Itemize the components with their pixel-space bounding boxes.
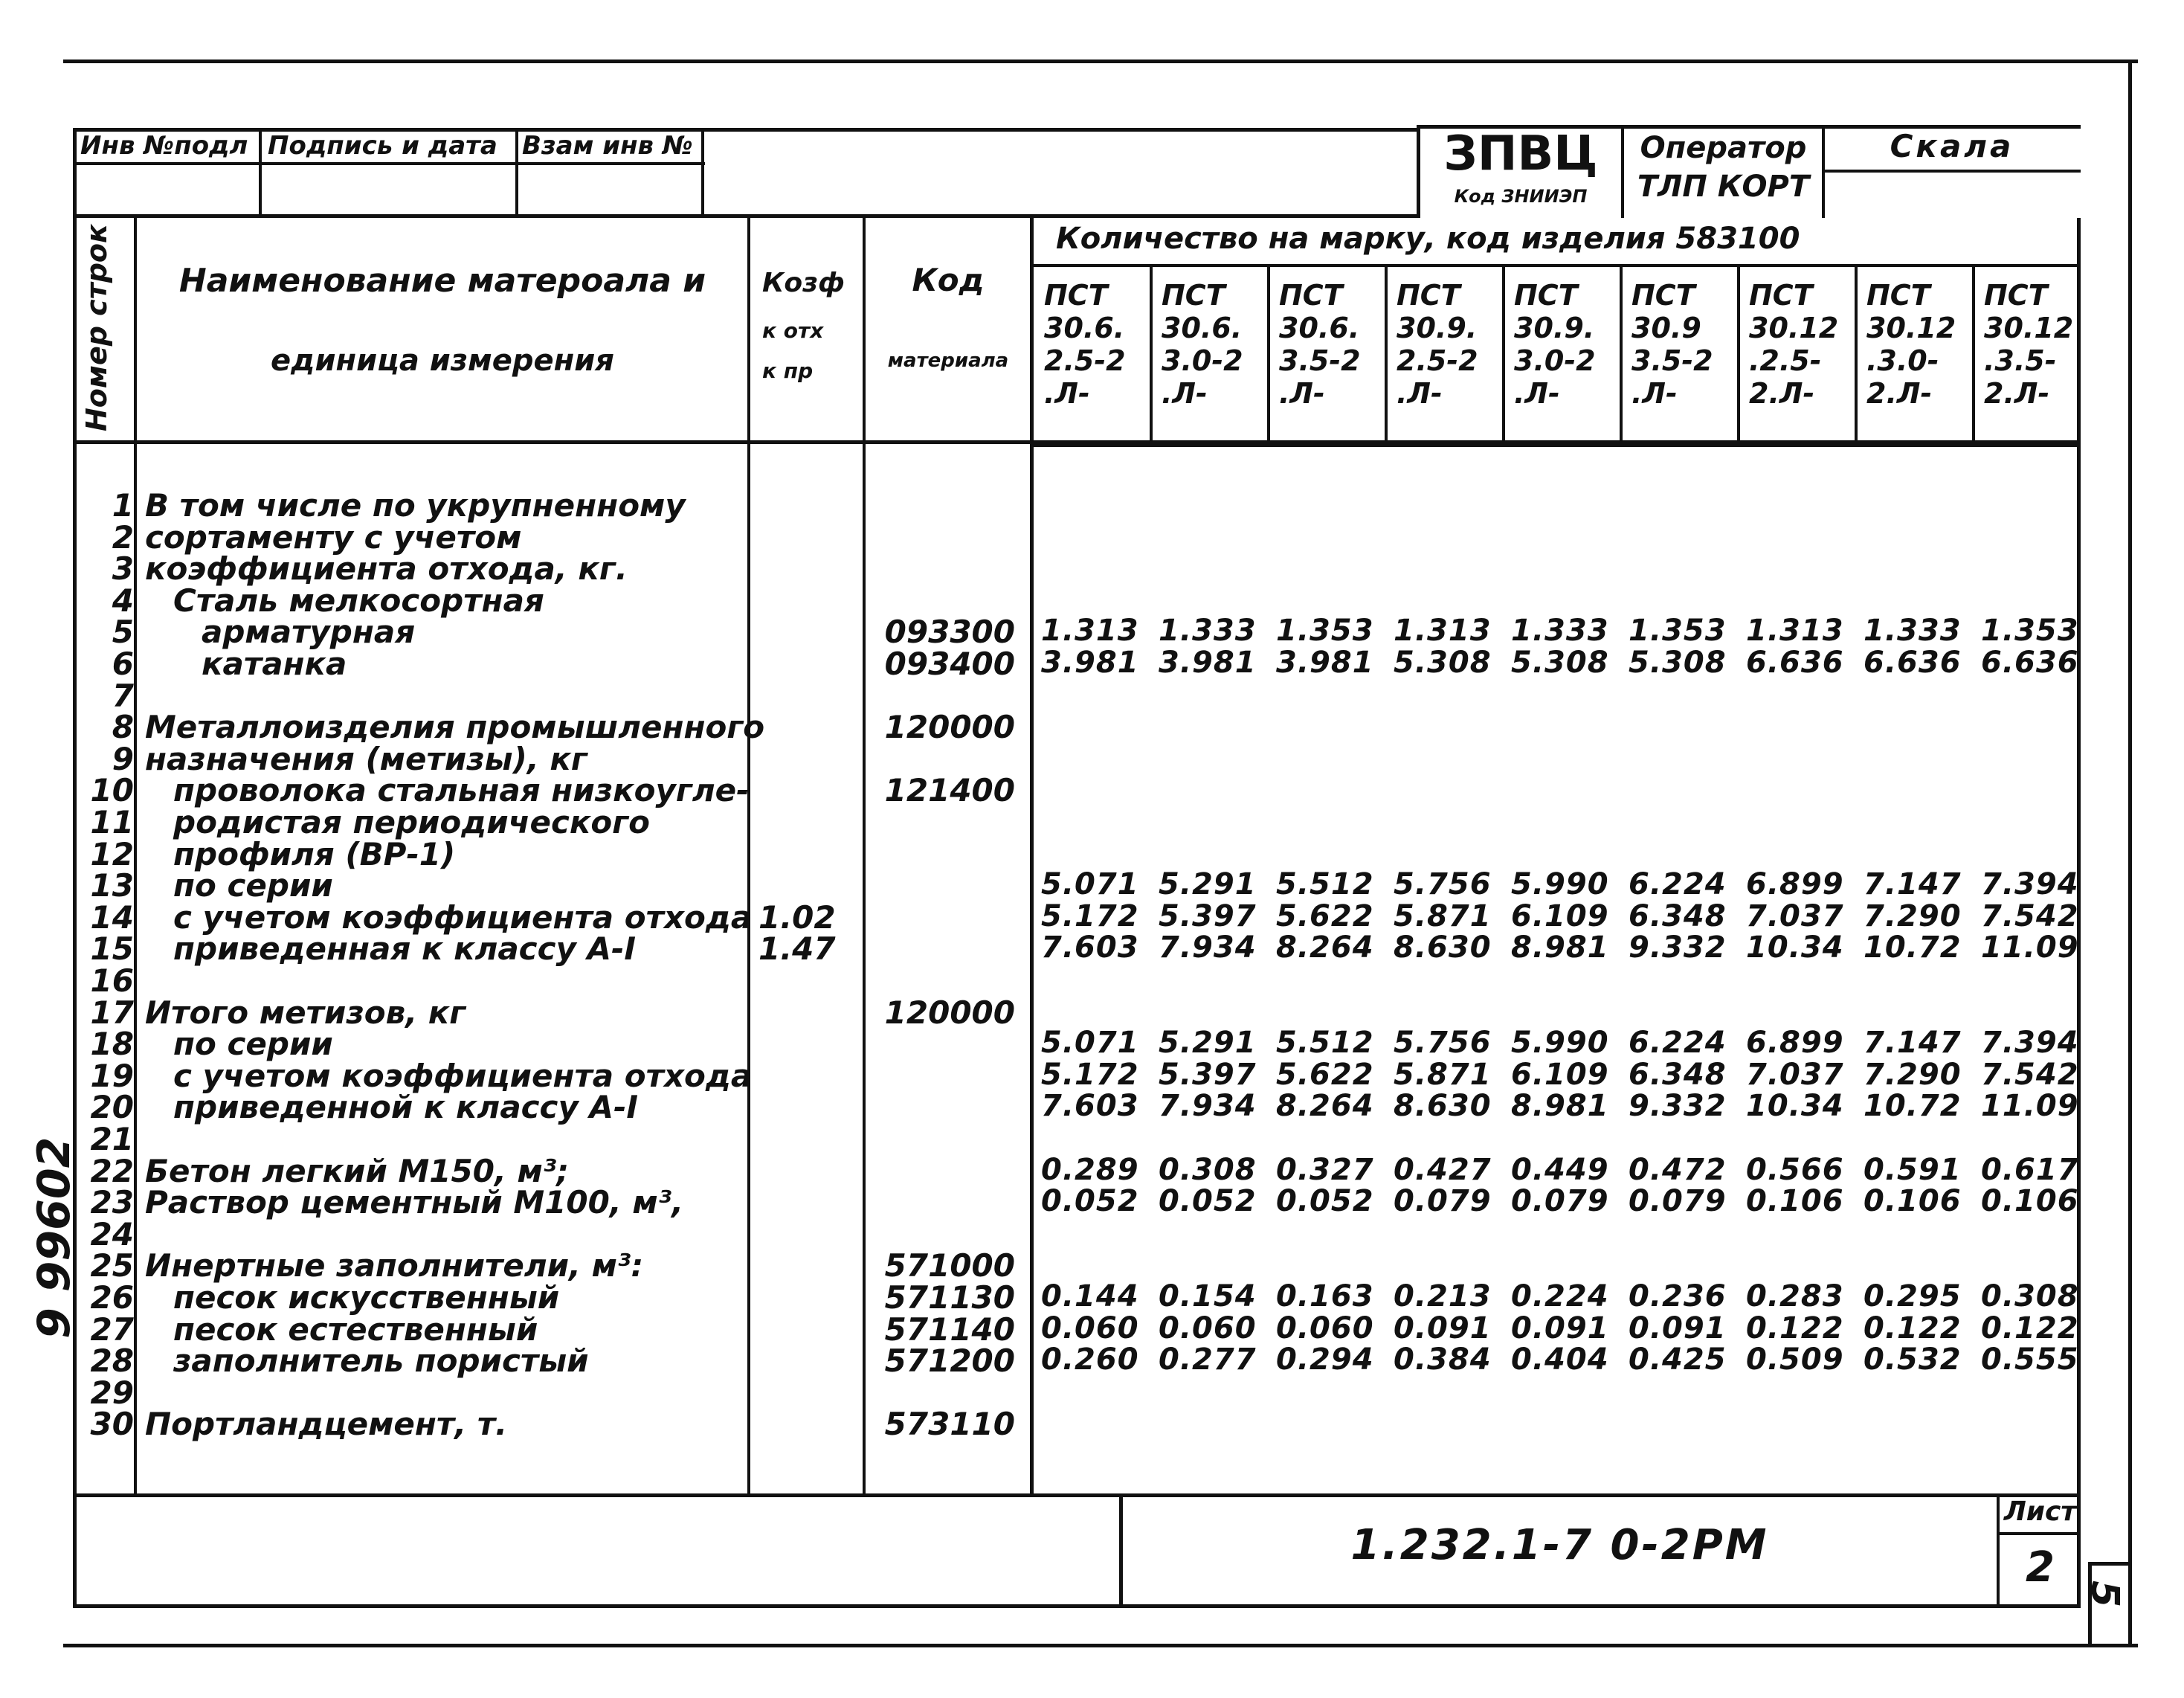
row-number: 19 — [90, 1058, 134, 1094]
row-value: 7.934 — [1159, 1089, 1257, 1123]
row-label: по серии — [173, 867, 333, 904]
row-value: 1.333 — [1864, 614, 1962, 648]
row-value: 0.472 — [1629, 1153, 1727, 1187]
row-number: 11 — [90, 804, 134, 840]
row-label: с учетом коэффициента отхода — [173, 1058, 753, 1094]
row-value: 0.260 — [1041, 1342, 1139, 1377]
row-value: 5.291 — [1159, 1026, 1257, 1060]
row-coefficient: 1.47 — [758, 930, 836, 967]
row-number: 23 — [90, 1184, 134, 1221]
row-value: 5.397 — [1159, 899, 1257, 933]
coef-header-1: Козф — [762, 268, 845, 298]
row-label: Итого метизов, кг — [145, 994, 466, 1031]
side-number: 9 99602 — [28, 1136, 80, 1339]
row-value: 6.899 — [1746, 867, 1844, 901]
value-col-separator — [1385, 267, 1388, 444]
row-number: 14 — [90, 899, 134, 936]
corner-number: 5 — [2082, 1580, 2127, 1608]
row-value: 5.871 — [1394, 899, 1492, 933]
sheet-label: Лист — [2003, 1496, 2077, 1527]
row-number: 15 — [90, 930, 134, 967]
row-value: 0.509 — [1746, 1342, 1844, 1377]
row-label: арматурная — [202, 614, 416, 650]
row-label: приведенная к классу А-I — [173, 930, 637, 967]
row-value: 0.224 — [1511, 1279, 1609, 1313]
row-value: 7.394 — [1981, 867, 2079, 901]
value-col-separator — [1502, 267, 1505, 444]
row-value: 11.09 — [1981, 1089, 2079, 1123]
stamp-sign-label: Подпись и дата — [268, 131, 497, 161]
right-edge-line — [2128, 60, 2132, 1647]
row-value: 5.756 — [1394, 1026, 1492, 1060]
row-label: Раствор цементный М100, м³, — [145, 1184, 684, 1221]
product-column-header: ПСТ 30.12 .2.5- 2.Л- — [1749, 279, 1839, 410]
row-value: 7.603 — [1041, 930, 1139, 965]
row-value: 5.172 — [1041, 1058, 1139, 1092]
product-column-header: ПСТ 30.12 .3.5- 2.Л- — [1984, 279, 2074, 410]
row-value: 0.106 — [1746, 1184, 1844, 1218]
row-number-header: Номер строк — [80, 224, 113, 431]
row-value: 6.109 — [1511, 899, 1609, 933]
row-value: 10.72 — [1864, 930, 1962, 965]
row-value: 0.060 — [1276, 1311, 1374, 1345]
row-value: 6.348 — [1629, 899, 1727, 933]
row-value: 9.332 — [1629, 1089, 1727, 1123]
row-value: 7.290 — [1864, 899, 1962, 933]
row-value: 0.327 — [1276, 1153, 1374, 1187]
row-value: 5.308 — [1394, 646, 1492, 680]
row-number: 6 — [112, 646, 134, 682]
row-value: 3.981 — [1041, 646, 1139, 680]
row-label: Металлоизделия промышленного — [145, 709, 765, 745]
row-label: коэффициента отхода, кг. — [145, 550, 628, 587]
row-value: 10.34 — [1746, 1089, 1844, 1123]
row-value: 0.308 — [1981, 1279, 2079, 1313]
row-number: 21 — [90, 1121, 134, 1157]
row-value: 0.384 — [1394, 1342, 1492, 1377]
row-value: 0.404 — [1511, 1342, 1609, 1377]
operator-value: ТЛП КОРТ — [1637, 170, 1810, 204]
row-value: 1.313 — [1746, 614, 1844, 648]
row-value: 0.144 — [1041, 1279, 1139, 1313]
row-number: 20 — [90, 1089, 134, 1125]
row-value: 7.934 — [1159, 930, 1257, 965]
product-column-header: ПСТ 30.9. 2.5-2 .Л- — [1397, 279, 1478, 410]
row-value: 0.079 — [1394, 1184, 1492, 1218]
row-value: 6.109 — [1511, 1058, 1609, 1092]
row-value: 0.449 — [1511, 1153, 1609, 1187]
product-column-header: ПСТ 30.6. 3.0-2 .Л- — [1162, 279, 1243, 410]
scale-label: Скала — [1890, 128, 2014, 164]
org-name: ЗПВЦ — [1443, 126, 1598, 181]
bottom-rule — [63, 1644, 2138, 1647]
row-material-code: 093300 — [884, 614, 1015, 650]
row-value: 1.333 — [1511, 614, 1609, 648]
row-value: 8.264 — [1276, 930, 1374, 965]
row-number: 7 — [112, 678, 134, 714]
row-value: 5.990 — [1511, 867, 1609, 901]
row-value: 3.981 — [1276, 646, 1374, 680]
row-label: с учетом коэффициента отхода — [173, 899, 753, 936]
code-header-2: материала — [887, 350, 1009, 372]
row-value: 0.091 — [1629, 1311, 1727, 1345]
row-value: 1.313 — [1394, 614, 1492, 648]
row-number: 28 — [90, 1342, 134, 1379]
row-value: 0.283 — [1746, 1279, 1844, 1313]
row-value: 0.425 — [1629, 1342, 1727, 1377]
row-value: 5.308 — [1629, 646, 1727, 680]
row-value: 8.981 — [1511, 1089, 1609, 1123]
row-value: 0.308 — [1159, 1153, 1257, 1187]
row-value: 8.264 — [1276, 1089, 1374, 1123]
row-number: 9 — [112, 741, 134, 777]
row-number: 5 — [112, 614, 134, 650]
row-value: 10.34 — [1746, 930, 1844, 965]
row-value: 0.091 — [1394, 1311, 1492, 1345]
coef-header-3: к пр — [762, 358, 814, 383]
stamp-inv-label: Инв №подл — [80, 131, 248, 161]
sheet-number: 2 — [2026, 1543, 2055, 1592]
row-value: 0.052 — [1041, 1184, 1139, 1218]
document-code: 1.232.1-7 0-2РМ — [1350, 1521, 1769, 1569]
row-value: 0.617 — [1981, 1153, 2079, 1187]
row-value: 6.224 — [1629, 1026, 1727, 1060]
row-value: 0.060 — [1159, 1311, 1257, 1345]
product-column-header: ПСТ 30.9. 3.0-2 .Л- — [1514, 279, 1596, 410]
row-value: 0.122 — [1864, 1311, 1962, 1345]
row-value: 0.106 — [1864, 1184, 1962, 1218]
row-value: 5.512 — [1276, 867, 1374, 901]
row-value: 0.079 — [1629, 1184, 1727, 1218]
product-column-header: ПСТ 30.6. 2.5-2 .Л- — [1044, 279, 1126, 410]
row-number: 16 — [90, 962, 134, 999]
row-value: 1.353 — [1981, 614, 2079, 648]
row-value: 0.079 — [1511, 1184, 1609, 1218]
code-header-1: Код — [912, 262, 985, 298]
value-col-separator — [1150, 267, 1153, 444]
row-number: 4 — [112, 582, 134, 619]
row-value: 9.332 — [1629, 930, 1727, 965]
stamp-replace-label: Взам инв № — [522, 131, 693, 161]
row-material-code: 571200 — [884, 1342, 1015, 1379]
row-value: 3.981 — [1159, 646, 1257, 680]
col-line-code — [1030, 214, 1034, 1497]
row-value: 6.348 — [1629, 1058, 1727, 1092]
coef-header-2: к отх — [762, 318, 824, 343]
row-value: 0.122 — [1746, 1311, 1844, 1345]
row-value: 7.603 — [1041, 1089, 1139, 1123]
top-rule — [63, 60, 2138, 63]
row-value: 5.397 — [1159, 1058, 1257, 1092]
row-number: 22 — [90, 1153, 134, 1189]
row-number: 17 — [90, 994, 134, 1031]
row-value: 11.09 — [1981, 930, 2079, 965]
row-value: 5.622 — [1276, 1058, 1374, 1092]
row-material-code: 571000 — [884, 1247, 1015, 1284]
row-value: 0.427 — [1394, 1153, 1492, 1187]
row-number: 2 — [112, 519, 134, 556]
value-col-separator — [1855, 267, 1858, 444]
row-label: заполнитель пористый — [173, 1342, 589, 1379]
row-number: 3 — [112, 550, 134, 587]
row-material-code: 120000 — [884, 994, 1015, 1031]
col-line-name — [747, 214, 750, 1497]
operator-label: Оператор — [1640, 131, 1807, 165]
row-material-code: 120000 — [884, 709, 1015, 745]
org-sub: Код ЗНИИЭП — [1454, 186, 1588, 207]
row-label: проволока стальная низкоугле- — [173, 772, 750, 808]
row-label: песок искусственный — [173, 1279, 560, 1316]
row-value: 5.071 — [1041, 867, 1139, 901]
row-value: 0.122 — [1981, 1311, 2079, 1345]
row-value: 6.636 — [1864, 646, 1962, 680]
row-material-code: 571140 — [884, 1311, 1015, 1348]
row-number: 24 — [90, 1216, 134, 1252]
row-material-code: 571130 — [884, 1279, 1015, 1316]
row-label: родистая периодического — [173, 804, 651, 840]
row-label: песок естественный — [173, 1311, 538, 1348]
row-value: 1.353 — [1276, 614, 1374, 648]
row-value: 0.591 — [1864, 1153, 1962, 1187]
value-col-separator — [1972, 267, 1975, 444]
row-label: В том числе по укрупненному — [145, 487, 686, 524]
row-value: 0.091 — [1511, 1311, 1609, 1345]
row-value: 0.052 — [1276, 1184, 1374, 1218]
row-value: 6.899 — [1746, 1026, 1844, 1060]
value-col-separator — [1737, 267, 1740, 444]
name-header-line2: единица измерения — [271, 344, 614, 378]
row-value: 0.060 — [1041, 1311, 1139, 1345]
row-number: 18 — [90, 1026, 134, 1062]
row-value: 0.289 — [1041, 1153, 1139, 1187]
row-value: 10.72 — [1864, 1089, 1962, 1123]
value-col-separator — [1267, 267, 1270, 444]
row-value: 0.277 — [1159, 1342, 1257, 1377]
row-label: Портландцемент, т. — [145, 1406, 508, 1442]
row-value: 5.308 — [1511, 646, 1609, 680]
value-col-separator — [1620, 267, 1623, 444]
row-value: 6.636 — [1746, 646, 1844, 680]
row-value: 1.333 — [1159, 614, 1257, 648]
row-value: 7.542 — [1981, 1058, 2079, 1092]
row-value: 7.147 — [1864, 1026, 1962, 1060]
row-value: 7.037 — [1746, 1058, 1844, 1092]
row-value: 7.542 — [1981, 899, 2079, 933]
row-material-code: 121400 — [884, 772, 1015, 808]
row-value: 5.990 — [1511, 1026, 1609, 1060]
row-value: 5.622 — [1276, 899, 1374, 933]
row-label: профиля (ВР-1) — [173, 836, 456, 872]
row-value: 8.630 — [1394, 1089, 1492, 1123]
row-value: 8.630 — [1394, 930, 1492, 965]
row-material-code: 573110 — [884, 1406, 1015, 1442]
row-value: 0.154 — [1159, 1279, 1257, 1313]
row-label: Бетон легкий М150, м³; — [145, 1153, 570, 1189]
row-label: катанка — [202, 646, 347, 682]
row-value: 0.213 — [1394, 1279, 1492, 1313]
row-value: 0.294 — [1276, 1342, 1374, 1377]
product-column-header: ПСТ 30.9 3.5-2 .Л- — [1631, 279, 1713, 410]
row-label: по серии — [173, 1026, 333, 1062]
row-number: 25 — [90, 1247, 134, 1284]
row-label: Инертные заполнители, м³: — [145, 1247, 644, 1284]
product-column-header: ПСТ 30.6. 3.5-2 .Л- — [1279, 279, 1361, 410]
row-number: 12 — [90, 836, 134, 872]
col-line-num — [134, 214, 137, 1497]
row-value: 5.291 — [1159, 867, 1257, 901]
row-label: сортаменту с учетом — [145, 519, 522, 556]
row-value: 6.636 — [1981, 646, 2079, 680]
row-coefficient: 1.02 — [758, 899, 836, 936]
row-number: 27 — [90, 1311, 134, 1348]
row-value: 1.313 — [1041, 614, 1139, 648]
row-label: приведенной к классу А-I — [173, 1089, 639, 1125]
row-number: 13 — [90, 867, 134, 904]
row-value: 5.871 — [1394, 1058, 1492, 1092]
row-value: 7.147 — [1864, 867, 1962, 901]
row-value: 7.037 — [1746, 899, 1844, 933]
row-value: 6.224 — [1629, 867, 1727, 901]
quantity-header: Количество на марку, код изделия 583100 — [1056, 222, 1800, 256]
row-value: 0.236 — [1629, 1279, 1727, 1313]
row-number: 29 — [90, 1374, 134, 1411]
row-label: Сталь мелкосортная — [173, 582, 544, 619]
row-value: 5.172 — [1041, 899, 1139, 933]
footer-top-line — [73, 1493, 2081, 1497]
row-value: 0.163 — [1276, 1279, 1374, 1313]
row-value: 5.756 — [1394, 867, 1492, 901]
row-number: 1 — [112, 487, 134, 524]
row-value: 7.394 — [1981, 1026, 2079, 1060]
row-value: 0.106 — [1981, 1184, 2079, 1218]
row-value: 5.071 — [1041, 1026, 1139, 1060]
row-number: 30 — [90, 1406, 134, 1442]
row-value: 0.566 — [1746, 1153, 1844, 1187]
row-value: 0.295 — [1864, 1279, 1962, 1313]
row-value: 0.555 — [1981, 1342, 2079, 1377]
row-value: 8.981 — [1511, 930, 1609, 965]
row-number: 8 — [112, 709, 134, 745]
row-value: 0.532 — [1864, 1342, 1962, 1377]
row-number: 26 — [90, 1279, 134, 1316]
row-material-code: 093400 — [884, 646, 1015, 682]
row-label: назначения (метизы), кг — [145, 741, 587, 777]
row-value: 5.512 — [1276, 1026, 1374, 1060]
row-number: 10 — [90, 772, 134, 808]
name-header-line1: Наименование матероала и — [178, 262, 706, 300]
product-column-header: ПСТ 30.12 .3.0- 2.Л- — [1866, 279, 1956, 410]
row-value: 7.290 — [1864, 1058, 1962, 1092]
row-value: 0.052 — [1159, 1184, 1257, 1218]
row-value: 1.353 — [1629, 614, 1727, 648]
